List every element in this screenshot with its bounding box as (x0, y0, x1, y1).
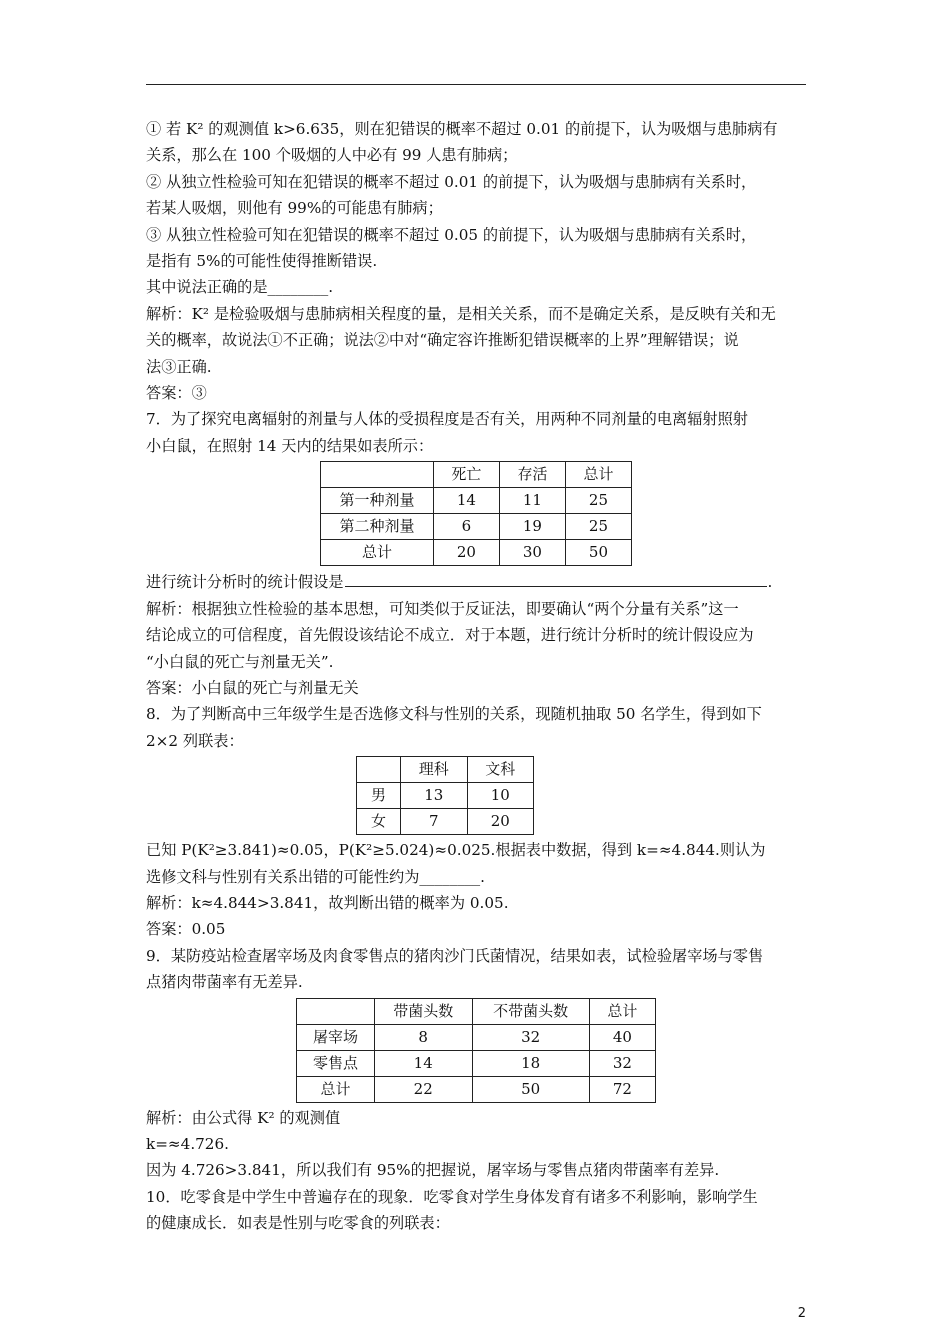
analysis-9-line-2: k=≈4.726. (146, 1134, 229, 1153)
table-9-wrapper (146, 998, 810, 1103)
table-header-cell: 存活 (499, 462, 565, 488)
question-10-line-1: 10．吃零食是中学生中普遍存在的现象．吃零食对学生身体发育有诸多不利影响，影响学生 (146, 1187, 758, 1206)
table-cell: 32 (472, 1024, 589, 1050)
table-cell: 6 (433, 514, 499, 540)
table-header-row (297, 998, 656, 1024)
table-header-row (321, 462, 632, 488)
table-gender-subject (356, 756, 534, 835)
table-cell: 40 (589, 1024, 655, 1050)
question-6-prompt: 其中说法正确的是________. (146, 278, 334, 297)
table-row (297, 1076, 656, 1102)
table-cell: 72 (589, 1076, 655, 1102)
document-body (146, 116, 810, 1237)
analysis-7-line-3: “小白鼠的死亡与剂量无关”. (146, 652, 334, 671)
table-row (321, 540, 632, 566)
table-cell: 女 (357, 809, 401, 835)
analysis-9-line-3: 因为 4.726>3.841，所以我们有 95%的把握说，屠宰场与零售点猪肉带菌率有差异. (146, 1161, 720, 1180)
question-8-line-4: 选修文科与性别有关系出错的可能性约为________. (146, 867, 485, 886)
table-row (357, 783, 534, 809)
table-header-cell: 文科 (467, 757, 533, 783)
question-8-line-2: 2×2 列联表： (146, 731, 244, 750)
question-7-line-2: 小白鼠，在照射 14 天内的结果如表所示： (146, 436, 434, 455)
hypothesis-end: . (767, 573, 773, 592)
table-cell: 22 (374, 1076, 472, 1102)
table-cell: 20 (467, 809, 533, 835)
table-header-cell: 总计 (589, 998, 655, 1024)
question-7-hypothesis (146, 568, 810, 595)
table-cell: 第二种剂量 (321, 514, 434, 540)
question-8-line-1: 8．为了判断高中三年级学生是否选修文科与性别的关系，现随机抽取 50 名学生，得到如下 (146, 705, 762, 724)
page-number: 2 (797, 1306, 806, 1321)
statement-2-line-2: 若某人吸烟，则他有 99%的可能患有肺病； (146, 199, 443, 218)
analysis-6-line-2: 关的概率，故说法①不正确；说法②中对“确定容许推断犯错误概率的上界”理解错误；说 (146, 331, 739, 350)
question-9-line-1: 9．某防疫站检查屠宰场及肉食零售点的猪肉沙门氏菌情况，结果如表，试检验屠宰场与零售 (146, 946, 764, 965)
answer-7: 答案：小白鼠的死亡与剂量无关 (146, 678, 359, 697)
table-cell: 50 (565, 540, 631, 566)
table-cell: 50 (472, 1076, 589, 1102)
answer-blank (345, 568, 767, 587)
table-row (321, 488, 632, 514)
table-cell: 10 (467, 783, 533, 809)
table-header-row (357, 757, 534, 783)
statement-2-line-1: ② 从独立性检验可知在犯错误的概率不超过 0.01 的前提下，认为吸烟与患肺病有关系时， (146, 172, 757, 191)
table-salmonella (296, 998, 656, 1103)
table-radiation-dose (320, 461, 632, 566)
header-rule (146, 84, 806, 85)
table-header-cell (321, 462, 434, 488)
table-cell: 25 (565, 514, 631, 540)
table-header-cell: 带菌头数 (374, 998, 472, 1024)
question-9-line-2: 点猪肉带菌率有无差异. (146, 973, 303, 992)
table-cell: 19 (499, 514, 565, 540)
table-cell: 总计 (321, 540, 434, 566)
analysis-7-line-1: 解析：根据独立性检验的基本思想，可知类似于反证法，即要确认“两个分量有关系”这一 (146, 599, 739, 618)
statement-3-line-2: 是指有 5%的可能性使得推断错误. (146, 252, 378, 271)
table-row (297, 1024, 656, 1050)
table-cell: 14 (433, 488, 499, 514)
analysis-6-line-1: 解析：K² 是检验吸烟与患肺病相关程度的量，是相关关系，而不是确定关系，是反映有关和无 (146, 304, 776, 323)
table-7-wrapper (146, 461, 810, 566)
question-8-line-3: 已知 P(K²≥3.841)≈0.05，P(K²≥5.024)≈0.025.根据表中数据，得到 k=≈4.844.则认为 (146, 841, 766, 860)
analysis-8: 解析：k≈4.844>3.841，故判断出错的概率为 0.05. (146, 893, 509, 912)
table-cell: 13 (401, 783, 467, 809)
answer-8: 答案：0.05 (146, 920, 226, 939)
table-cell: 14 (374, 1050, 472, 1076)
table-cell: 25 (565, 488, 631, 514)
table-header-cell: 不带菌头数 (472, 998, 589, 1024)
table-cell: 30 (499, 540, 565, 566)
table-cell: 总计 (297, 1076, 375, 1102)
table-8-wrapper (146, 756, 810, 835)
answer-6: 答案：③ (146, 384, 207, 403)
table-header-cell (357, 757, 401, 783)
table-cell: 32 (589, 1050, 655, 1076)
table-header-cell: 死亡 (433, 462, 499, 488)
table-header-cell: 总计 (565, 462, 631, 488)
statement-1-line-1: ① 若 K² 的观测值 k>6.635，则在犯错误的概率不超过 0.01 的前提下，认为吸烟与患肺病有 (146, 120, 778, 138)
question-7-line-1: 7．为了探究电离辐射的剂量与人体的受损程度是否有关，用两种不同剂量的电离辐射照射 (146, 410, 748, 429)
table-cell: 屠宰场 (297, 1024, 375, 1050)
table-row (297, 1050, 656, 1076)
statement-3-line-1: ③ 从独立性检验可知在犯错误的概率不超过 0.05 的前提下，认为吸烟与患肺病有关系时， (146, 225, 757, 244)
table-cell: 8 (374, 1024, 472, 1050)
table-cell: 11 (499, 488, 565, 514)
statement-1-line-2: 关系，那么在 100 个吸烟的人中必有 99 人患有肺病； (146, 146, 518, 165)
analysis-6-line-3: 法③正确. (146, 357, 212, 376)
question-10-line-2: 的健康成长．如表是性别与吃零食的列联表： (146, 1214, 450, 1233)
table-cell: 18 (472, 1050, 589, 1076)
table-header-cell (297, 998, 375, 1024)
table-cell: 零售点 (297, 1050, 375, 1076)
hypothesis-label: 进行统计分析时的统计假设是 (146, 573, 344, 592)
analysis-9-line-1: 解析：由公式得 K² 的观测值 (146, 1108, 341, 1127)
table-cell: 7 (401, 809, 467, 835)
table-cell: 男 (357, 783, 401, 809)
table-row (357, 809, 534, 835)
table-header-cell: 理科 (401, 757, 467, 783)
table-cell: 第一种剂量 (321, 488, 434, 514)
table-row (321, 514, 632, 540)
analysis-7-line-2: 结论成立的可信程度，首先假设该结论不成立．对于本题，进行统计分析时的统计假设应为 (146, 626, 754, 645)
table-cell: 20 (433, 540, 499, 566)
